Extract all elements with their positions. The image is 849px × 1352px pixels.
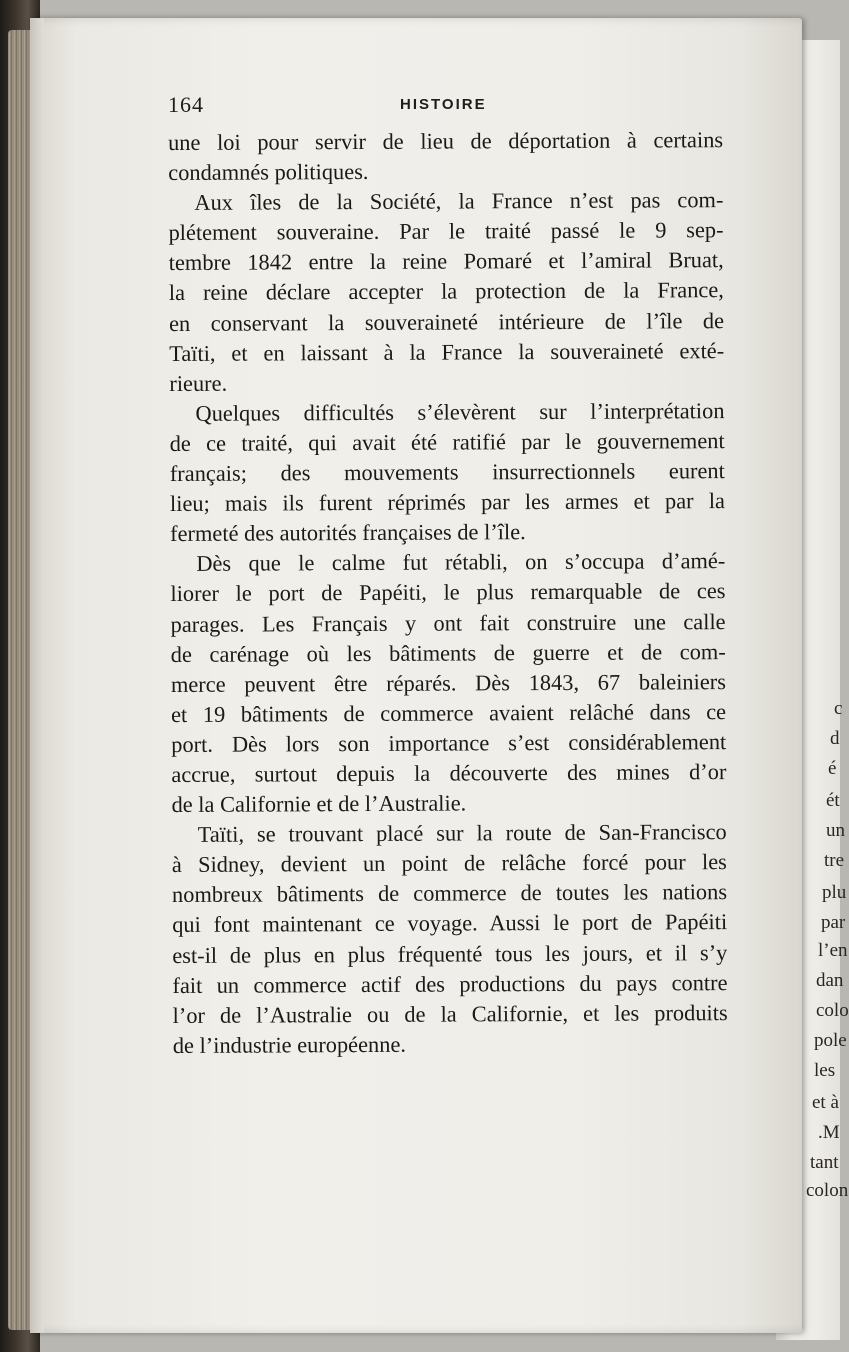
text-line: Taïti, se trouvant placé sur la route de San-Francisco — [197, 819, 727, 848]
facing-page-fragment: par — [821, 912, 846, 933]
text-line: parages. Les Français y ont fait construire une calle — [170, 608, 726, 637]
facing-page-fragment: plu — [822, 882, 847, 903]
facing-page-fragment: et à — [812, 1092, 839, 1113]
text-line: Taïti, et en laissant à la France la souveraineté exté- — [169, 337, 725, 366]
text-line: une loi pour servir de lieu de déportation à certains — [168, 127, 724, 155]
text-line: de carénage où les bâtiments de guerre et de com- — [170, 638, 726, 667]
facing-page-fragment: colon — [806, 1180, 849, 1201]
facing-page-fragment: dan — [816, 970, 844, 991]
facing-page-fragment: tre — [824, 850, 845, 871]
text-line: rieure. — [169, 370, 228, 396]
text-line: la reine déclare accepter la protection de la France, — [168, 277, 724, 306]
text-line: plétement souveraine. Par le traité passé le 9 sep- — [168, 217, 724, 246]
facing-page-fragment: .M — [818, 1122, 840, 1143]
page-number: 164 — [168, 92, 204, 117]
text-line: en conservant la souveraineté intérieure de l’île de — [168, 307, 725, 336]
text-line: l’or de l’Australie ou de la Californie, et les produits — [172, 999, 728, 1028]
text-line: Dès que le calme fut rétabli, on s’occupa d’amé- — [196, 548, 726, 577]
facing-page-fragment: l’en — [818, 940, 848, 961]
text-line: Aux îles de la Société, la France n’est pas com- — [194, 187, 724, 216]
facing-page-fragment: les — [814, 1060, 836, 1081]
text-line: condamnés politiques. — [168, 159, 369, 186]
text-line: qui font maintenant ce voyage. Aussi le port de Papéiti — [172, 909, 728, 938]
page-header — [168, 90, 728, 120]
text-line: accrue, surtout depuis la découverte des mines d’or — [171, 759, 727, 787]
text-line: à Sidney, devient un point de relâche forcé pour les — [171, 849, 727, 878]
text-line: de l’industrie européenne. — [172, 1031, 407, 1058]
facing-page-fragment: colo — [816, 1000, 849, 1021]
facing-page-fragment: un — [826, 820, 845, 841]
text-line: fermeté des autorités françaises de l’île. — [170, 519, 526, 547]
body-text — [168, 125, 728, 1061]
facing-page-fragment: tant — [810, 1152, 839, 1173]
text-line: Quelques difficultés s’élevèrent sur l’interprétation — [195, 397, 725, 426]
text-line: de ce traité, qui avait été ratifié par le gouvernement — [169, 428, 725, 456]
text-line: de la Californie et de l’Australie. — [171, 790, 467, 818]
text-line: lieu; mais ils furent réprimés par les armes et par la — [169, 488, 726, 517]
text-line: et 19 bâtiments de commerce avaient relâché dans ce — [171, 698, 727, 727]
facing-page-fragment: d — [830, 728, 840, 749]
text-line: merce peuvent être réparés. Dès 1843, 67 baleiniers — [170, 668, 726, 697]
running-head: HISTOIRE — [400, 96, 487, 113]
text-line: port. Dès lors son importance s’est considérablement — [171, 728, 727, 757]
text-line: est-il de plus en plus fréquenté tous les jours, et il s’y — [172, 939, 728, 968]
text-line: tembre 1842 entre la reine Pomaré et l’amiral Bruat, — [168, 247, 724, 276]
facing-page-fragment: ét — [826, 790, 840, 811]
text-line: français; des mouvements insurrectionnels eurent — [169, 458, 725, 487]
text-line: fait un commerce actif des productions du pays contre — [172, 969, 728, 998]
facing-page-fragment: pole — [814, 1030, 847, 1051]
text-line: liorer le port de Papéiti, le plus remarquable de ces — [170, 578, 726, 607]
page-gutter-shadow — [30, 18, 44, 1333]
facing-page-fragment: c — [834, 698, 843, 719]
facing-page-fragment: é — [828, 758, 837, 779]
text-line: nombreux bâtiments de commerce de toutes les nations — [171, 879, 728, 908]
